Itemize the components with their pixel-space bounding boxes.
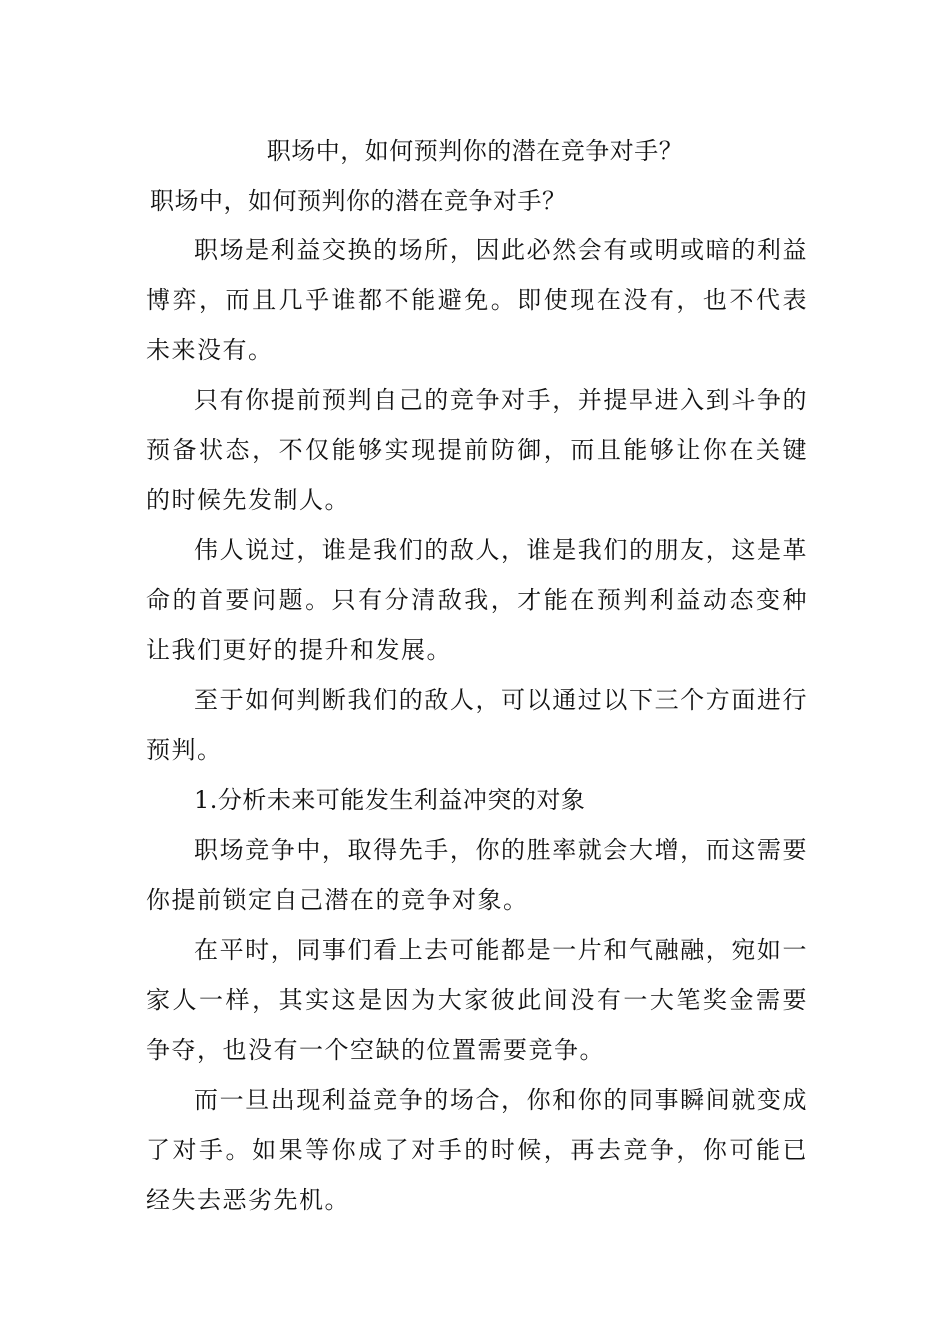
document-body bbox=[146, 225, 808, 1225]
paragraph: 伟人说过，谁是我们的敌人，谁是我们的朋友，这是革命的首要问题。只有分清敌我，才能在预判利益动态变种让我们更好的提升和发展。 bbox=[146, 536, 808, 664]
section-heading: 1.分析未来可能发生利益冲突的对象 bbox=[194, 786, 586, 814]
paragraph: 职场是利益交换的场所，因此必然会有或明或暗的利益博弈，而且几乎谁都不能避免。即使现在没有，也不代表未来没有。 bbox=[146, 236, 808, 364]
document-subtitle: 职场中，如何预判你的潜在竞争对手？ bbox=[150, 187, 567, 215]
paragraph: 在平时，同事们看上去可能都是一片和气融融，宛如一家人一样，其实这是因为大家彼此间没有一大笔奖金需要争夺，也没有一个空缺的位置需要竞争。 bbox=[146, 936, 808, 1064]
paragraph: 只有你提前预判自己的竞争对手，并提早进入到斗争的预备状态，不仅能够实现提前防御，而且能够让你在关键的时候先发制人。 bbox=[146, 386, 808, 514]
paragraph: 职场竞争中，取得先手，你的胜率就会大增，而这需要你提前锁定自己潜在的竞争对象。 bbox=[146, 836, 808, 914]
paragraph: 而一旦出现利益竞争的场合，你和你的同事瞬间就变成了对手。如果等你成了对手的时候，再去竞争，你可能已经失去恶劣先机。 bbox=[146, 1086, 808, 1214]
paragraph: 至于如何判断我们的敌人，可以通过以下三个方面进行预判。 bbox=[146, 686, 808, 764]
document-title: 职场中，如何预判你的潜在竞争对手？ bbox=[266, 137, 684, 165]
